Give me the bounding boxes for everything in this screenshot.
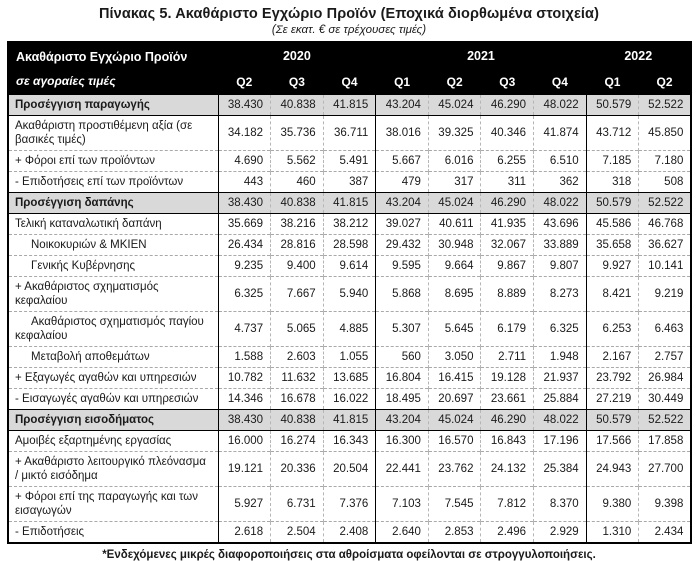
row-label: Αμοιβές εξαρτημένης εργασίας xyxy=(8,431,218,452)
cell-value: 9.595 xyxy=(376,256,429,277)
cell-value: 1.310 xyxy=(586,522,639,544)
table-header xyxy=(8,42,691,95)
cell-value: 25.884 xyxy=(534,389,587,410)
cell-value: 40.838 xyxy=(271,410,324,431)
cell-value: 1.588 xyxy=(218,347,271,368)
cell-value: 46.290 xyxy=(481,95,534,116)
cell-value: 8.370 xyxy=(534,487,587,522)
cell-value: 20.504 xyxy=(323,452,376,487)
cell-value: 2.929 xyxy=(534,522,587,544)
cell-value: 33.889 xyxy=(534,235,587,256)
cell-value: 7.103 xyxy=(376,487,429,522)
table-row xyxy=(8,389,691,410)
table-row xyxy=(8,256,691,277)
year-header-2020: 2020 xyxy=(218,42,376,70)
row-label: - Εισαγωγές αγαθών και υπηρεσιών xyxy=(8,389,218,410)
cell-value: 2.167 xyxy=(586,347,639,368)
cell-value: 43.696 xyxy=(534,214,587,235)
cell-value: 36.711 xyxy=(323,116,376,151)
cell-value: 2.640 xyxy=(376,522,429,544)
section-row xyxy=(8,193,691,214)
cell-value: 50.579 xyxy=(586,95,639,116)
cell-value: 28.816 xyxy=(271,235,324,256)
cell-value: 41.815 xyxy=(323,95,376,116)
cell-value: 7.545 xyxy=(428,487,481,522)
cell-value: 9.219 xyxy=(639,277,692,312)
cell-value: 48.022 xyxy=(534,95,587,116)
cell-value: 23.762 xyxy=(428,452,481,487)
quarter-header-2020-Q2: Q2 xyxy=(218,70,271,95)
quarter-header-2020-Q4: Q4 xyxy=(323,70,376,95)
table-row xyxy=(8,487,691,522)
cell-value: 2.504 xyxy=(271,522,324,544)
row-label: + Ακαθάριστο λειτουργικό πλεόνασμα / μικτό εισόδημα xyxy=(8,452,218,487)
cell-value: 25.384 xyxy=(534,452,587,487)
cell-value: 26.984 xyxy=(639,368,692,389)
cell-value: 39.027 xyxy=(376,214,429,235)
document-subtitle: (Σε εκατ. € σε τρέχουσες τιμές) xyxy=(271,24,427,36)
quarter-header-2020-Q3: Q3 xyxy=(271,70,324,95)
cell-value: 52.522 xyxy=(639,410,692,431)
row-label: + Εξαγωγές αγαθών και υπηρεσιών xyxy=(8,368,218,389)
cell-value: 9.380 xyxy=(586,487,639,522)
quarter-header-2021-Q2: Q2 xyxy=(428,70,481,95)
cell-value: 5.927 xyxy=(218,487,271,522)
gdp-table-body xyxy=(8,95,691,543)
cell-value: 508 xyxy=(639,172,692,193)
table-row xyxy=(8,235,691,256)
cell-value: 17.858 xyxy=(639,431,692,452)
cell-value: 40.838 xyxy=(271,193,324,214)
cell-value: 26.434 xyxy=(218,235,271,256)
cell-value: 24.132 xyxy=(481,452,534,487)
cell-value: 38.430 xyxy=(218,193,271,214)
row-label: Προσέγγιση εισοδήματος xyxy=(8,410,218,431)
cell-value: 16.415 xyxy=(428,368,481,389)
cell-value: 20.336 xyxy=(271,452,324,487)
cell-value: 2.408 xyxy=(323,522,376,544)
cell-value: 9.614 xyxy=(323,256,376,277)
cell-value: 30.948 xyxy=(428,235,481,256)
cell-value: 6.325 xyxy=(534,312,587,347)
corner-label-line1: Ακαθάριστο Εγχώριο Προϊόν xyxy=(16,50,188,64)
cell-value: 479 xyxy=(376,172,429,193)
quarter-header-2022-Q2: Q2 xyxy=(639,70,692,95)
cell-value: 9.400 xyxy=(271,256,324,277)
cell-value: 4.690 xyxy=(218,151,271,172)
cell-value: 6.463 xyxy=(639,312,692,347)
table-row xyxy=(8,214,691,235)
cell-value: 16.804 xyxy=(376,368,429,389)
row-label: - Επιδοτήσεις xyxy=(8,522,218,544)
cell-value: 23.792 xyxy=(586,368,639,389)
cell-value: 5.065 xyxy=(271,312,324,347)
cell-value: 6.255 xyxy=(481,151,534,172)
cell-value: 38.212 xyxy=(323,214,376,235)
cell-value: 46.290 xyxy=(481,193,534,214)
table-row xyxy=(8,452,691,487)
corner-label-line2: σε αγοραίες τιμές xyxy=(16,74,116,88)
table-row xyxy=(8,277,691,312)
cell-value: 6.510 xyxy=(534,151,587,172)
cell-value: 21.937 xyxy=(534,368,587,389)
section-row xyxy=(8,95,691,116)
section-row xyxy=(8,410,691,431)
table-row xyxy=(8,172,691,193)
cell-value: 2.757 xyxy=(639,347,692,368)
cell-value: 9.398 xyxy=(639,487,692,522)
cell-value: 16.274 xyxy=(271,431,324,452)
cell-value: 39.325 xyxy=(428,116,481,151)
cell-value: 28.598 xyxy=(323,235,376,256)
cell-value: 50.579 xyxy=(586,410,639,431)
quarter-header-2021-Q1: Q1 xyxy=(376,70,429,95)
cell-value: 45.586 xyxy=(586,214,639,235)
cell-value: 52.522 xyxy=(639,193,692,214)
cell-value: 48.022 xyxy=(534,410,587,431)
cell-value: 5.868 xyxy=(376,277,429,312)
cell-value: 46.768 xyxy=(639,214,692,235)
cell-value: 2.434 xyxy=(639,522,692,544)
cell-value: 19.121 xyxy=(218,452,271,487)
cell-value: 317 xyxy=(428,172,481,193)
row-label: Προσέγγιση δαπάνης xyxy=(8,193,218,214)
cell-value: 40.838 xyxy=(271,95,324,116)
cell-value: 23.661 xyxy=(481,389,534,410)
row-label: + Ακαθάριστος σχηματισμός κεφαλαίου xyxy=(8,277,218,312)
cell-value: 50.579 xyxy=(586,193,639,214)
cell-value: 2.496 xyxy=(481,522,534,544)
cell-value: 30.449 xyxy=(639,389,692,410)
cell-value: 16.000 xyxy=(218,431,271,452)
cell-value: 9.235 xyxy=(218,256,271,277)
cell-value: 11.632 xyxy=(271,368,324,389)
cell-value: 41.935 xyxy=(481,214,534,235)
document-title: Πίνακας 5. Ακαθάριστο Εγχώριο Προϊόν (Εποχικά διορθωμένα στοιχεία) xyxy=(98,6,600,22)
table-row xyxy=(8,368,691,389)
row-label: Γενικής Κυβέρνησης xyxy=(8,256,218,277)
cell-value: 6.731 xyxy=(271,487,324,522)
cell-value: 318 xyxy=(586,172,639,193)
row-label: Ακαθάριστος σχηματισμός παγίου κεφαλαίου xyxy=(8,312,218,347)
row-label: Ακαθάριστη προστιθέμενη αξία (σε βασικές τιμές) xyxy=(8,116,218,151)
cell-value: 16.843 xyxy=(481,431,534,452)
cell-value: 9.664 xyxy=(428,256,481,277)
cell-value: 43.204 xyxy=(376,95,429,116)
row-label: + Φόροι επί των προϊόντων xyxy=(8,151,218,172)
row-label: Προσέγγιση παραγωγής xyxy=(8,95,218,116)
cell-value: 5.645 xyxy=(428,312,481,347)
cell-value: 1.055 xyxy=(323,347,376,368)
cell-value: 46.290 xyxy=(481,410,534,431)
cell-value: 5.307 xyxy=(376,312,429,347)
cell-value: 22.441 xyxy=(376,452,429,487)
cell-value: 27.700 xyxy=(639,452,692,487)
cell-value: 43.204 xyxy=(376,410,429,431)
cell-value: 9.927 xyxy=(586,256,639,277)
quarter-header-2021-Q3: Q3 xyxy=(481,70,534,95)
cell-value: 9.867 xyxy=(481,256,534,277)
cell-value: 7.180 xyxy=(639,151,692,172)
cell-value: 19.128 xyxy=(481,368,534,389)
gdp-table xyxy=(7,41,692,544)
cell-value: 10.141 xyxy=(639,256,692,277)
cell-value: 35.669 xyxy=(218,214,271,235)
cell-value: 2.603 xyxy=(271,347,324,368)
cell-value: 16.570 xyxy=(428,431,481,452)
cell-value: 362 xyxy=(534,172,587,193)
cell-value: 41.815 xyxy=(323,193,376,214)
table-row xyxy=(8,522,691,544)
cell-value: 2.853 xyxy=(428,522,481,544)
cell-value: 5.667 xyxy=(376,151,429,172)
cell-value: 7.185 xyxy=(586,151,639,172)
cell-value: 16.300 xyxy=(376,431,429,452)
row-label: Μεταβολή αποθεμάτων xyxy=(8,347,218,368)
cell-value: 32.067 xyxy=(481,235,534,256)
cell-value: 41.815 xyxy=(323,410,376,431)
cell-value: 460 xyxy=(271,172,324,193)
cell-value: 40.611 xyxy=(428,214,481,235)
cell-value: 27.219 xyxy=(586,389,639,410)
cell-value: 40.346 xyxy=(481,116,534,151)
cell-value: 8.889 xyxy=(481,277,534,312)
cell-value: 7.667 xyxy=(271,277,324,312)
cell-value: 20.697 xyxy=(428,389,481,410)
quarter-header-2021-Q4: Q4 xyxy=(534,70,587,95)
row-label: Νοικοκυριών & ΜΚΙΕΝ xyxy=(8,235,218,256)
cell-value: 5.562 xyxy=(271,151,324,172)
cell-value: 9.807 xyxy=(534,256,587,277)
cell-value: 8.421 xyxy=(586,277,639,312)
cell-value: 5.940 xyxy=(323,277,376,312)
cell-value: 311 xyxy=(481,172,534,193)
row-label: - Επιδοτήσεις επί των προϊόντων xyxy=(8,172,218,193)
cell-value: 387 xyxy=(323,172,376,193)
year-header-2022: 2022 xyxy=(586,42,691,70)
cell-value: 6.253 xyxy=(586,312,639,347)
cell-value: 38.216 xyxy=(271,214,324,235)
cell-value: 45.024 xyxy=(428,193,481,214)
cell-value: 41.874 xyxy=(534,116,587,151)
cell-value: 4.885 xyxy=(323,312,376,347)
cell-value: 48.022 xyxy=(534,193,587,214)
cell-value: 43.712 xyxy=(586,116,639,151)
cell-value: 29.432 xyxy=(376,235,429,256)
table-row xyxy=(8,151,691,172)
quarter-header-2022-Q1: Q1 xyxy=(586,70,639,95)
cell-value: 10.782 xyxy=(218,368,271,389)
cell-value: 24.943 xyxy=(586,452,639,487)
cell-value: 8.273 xyxy=(534,277,587,312)
cell-value: 52.522 xyxy=(639,95,692,116)
cell-value: 16.678 xyxy=(271,389,324,410)
cell-value: 17.196 xyxy=(534,431,587,452)
cell-value: 16.022 xyxy=(323,389,376,410)
cell-value: 13.685 xyxy=(323,368,376,389)
cell-value: 6.325 xyxy=(218,277,271,312)
cell-value: 43.204 xyxy=(376,193,429,214)
cell-value: 45.024 xyxy=(428,95,481,116)
cell-value: 443 xyxy=(218,172,271,193)
cell-value: 2.711 xyxy=(481,347,534,368)
cell-value: 36.627 xyxy=(639,235,692,256)
cell-value: 38.430 xyxy=(218,410,271,431)
row-label: + Φόροι επί της παραγωγής και των εισαγωγών xyxy=(8,487,218,522)
table-row xyxy=(8,312,691,347)
cell-value: 1.948 xyxy=(534,347,587,368)
year-header-2021: 2021 xyxy=(376,42,586,70)
table-row xyxy=(8,116,691,151)
cell-value: 17.566 xyxy=(586,431,639,452)
table-corner-label xyxy=(8,42,218,95)
cell-value: 3.050 xyxy=(428,347,481,368)
year-header-row xyxy=(8,42,691,70)
cell-value: 35.736 xyxy=(271,116,324,151)
cell-value: 7.376 xyxy=(323,487,376,522)
cell-value: 18.495 xyxy=(376,389,429,410)
cell-value: 8.695 xyxy=(428,277,481,312)
table-row xyxy=(8,347,691,368)
cell-value: 6.179 xyxy=(481,312,534,347)
cell-value: 7.812 xyxy=(481,487,534,522)
footnote: *Ενδεχόμενες μικρές διαφοροποιήσεις στα αθροίσματα οφείλονται σε στρογγυλοποιήσεις. xyxy=(102,549,596,561)
cell-value: 5.491 xyxy=(323,151,376,172)
cell-value: 14.346 xyxy=(218,389,271,410)
cell-value: 35.658 xyxy=(586,235,639,256)
cell-value: 38.016 xyxy=(376,116,429,151)
cell-value: 6.016 xyxy=(428,151,481,172)
cell-value: 2.618 xyxy=(218,522,271,544)
cell-value: 4.737 xyxy=(218,312,271,347)
cell-value: 38.430 xyxy=(218,95,271,116)
cell-value: 16.343 xyxy=(323,431,376,452)
table-row xyxy=(8,431,691,452)
cell-value: 45.850 xyxy=(639,116,692,151)
row-label: Τελική καταναλωτική δαπάνη xyxy=(8,214,218,235)
cell-value: 45.024 xyxy=(428,410,481,431)
cell-value: 560 xyxy=(376,347,429,368)
cell-value: 34.182 xyxy=(218,116,271,151)
